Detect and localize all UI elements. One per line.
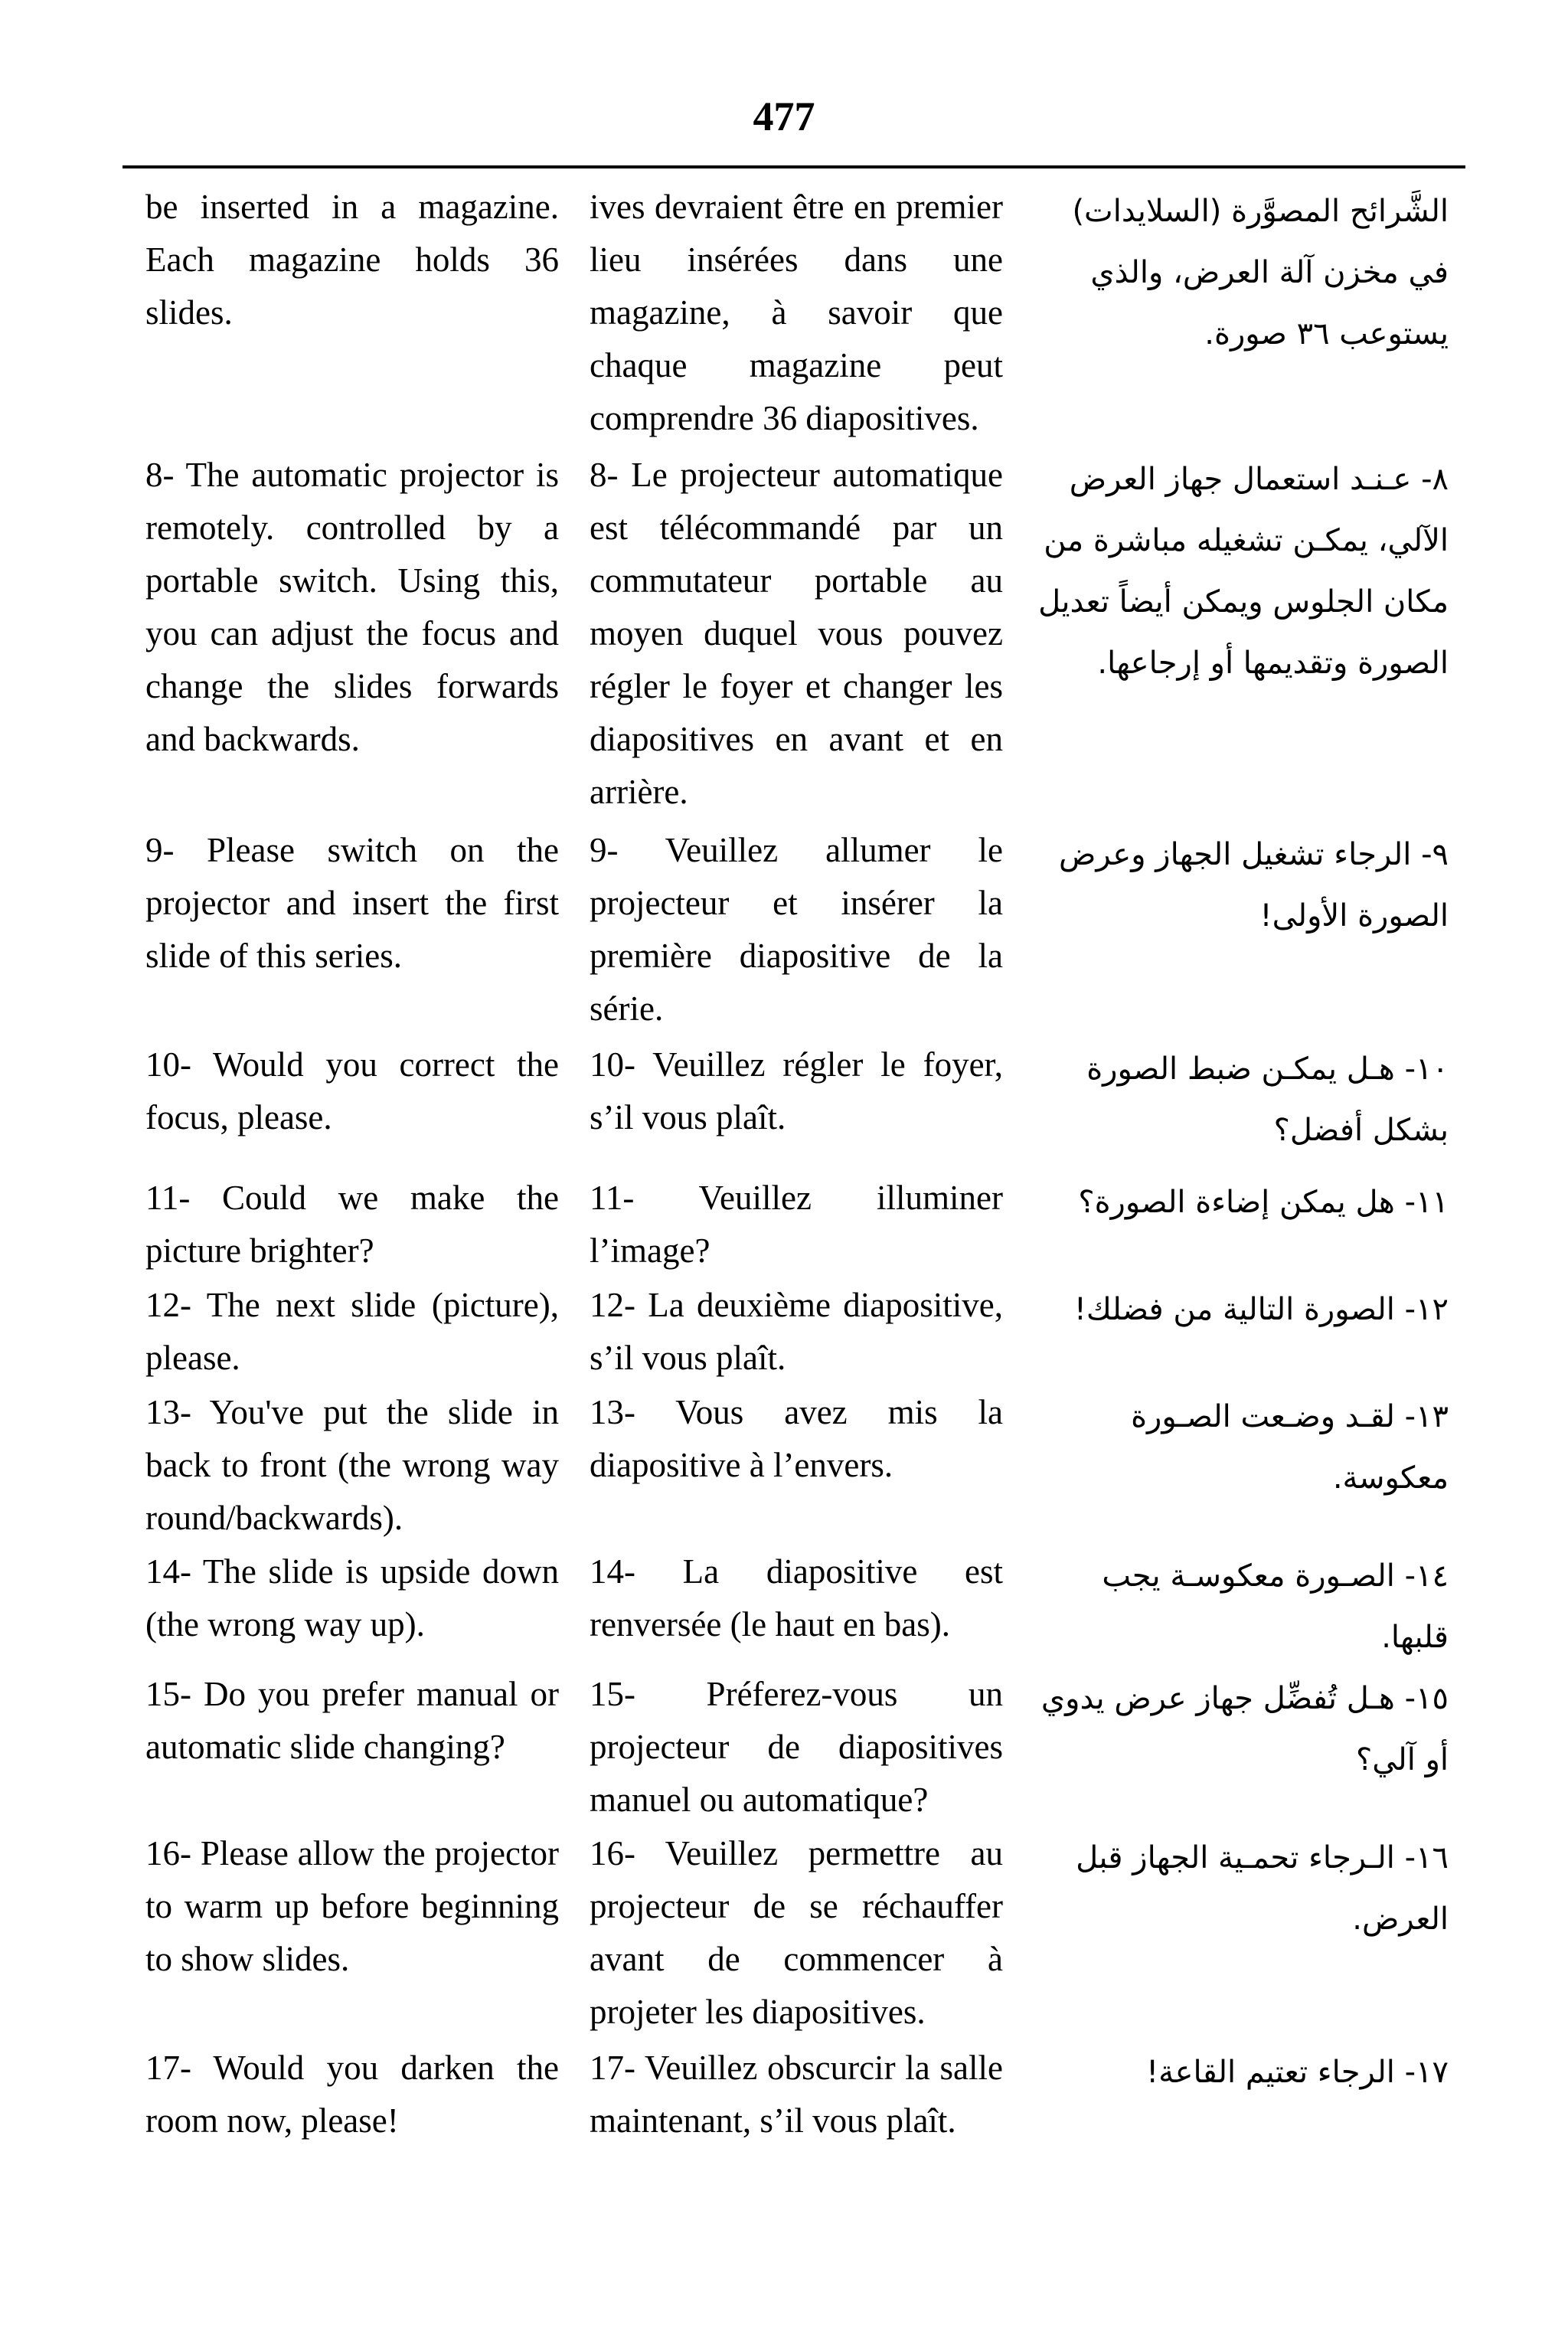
french-text: 11- Veuillez illuminer l’image? xyxy=(590,1179,1003,1270)
english-text: 12- The next slide (picture), please. xyxy=(145,1286,559,1377)
arabic-text: ١٥- هـل تُفضِّل جهاز عرض يدوي أو آلي؟ xyxy=(1040,1681,1449,1777)
page-number: 477 xyxy=(753,93,815,139)
arabic-text: ١٦- الـرجاء تحمـية الجهاز قبل العرض. xyxy=(1076,1840,1449,1937)
arabic-text: ١٢- الصورة التالية من فضلك! xyxy=(1073,1292,1449,1327)
french-text: ives devraient être en premier lieu insérées dans une magazine, à savoir que chaque magazine peut comprendre 36 diapositives. xyxy=(590,188,1003,437)
english-text: 15- Do you prefer manual or automatic slide changing? xyxy=(145,1675,559,1766)
french-text: 16- Veuillez permettre au projecteur de se réchauffer avant de commencer à projeter les diapositives. xyxy=(590,1834,1003,2031)
english-text: 8- The automatic projector is remotely. controlled by a portable switch. Using this, you can adjust the focus and change the slides forwards and backwards. xyxy=(145,456,559,758)
french-text: 8- Le projecteur automatique est télécommandé par un commutateur portable au moyen duquel vous pouvez régler le foyer et changer les diapositives en avant et en arrière. xyxy=(590,456,1003,811)
french-text: 13- Vous avez mis la diapositive à l’envers. xyxy=(590,1393,1003,1484)
french-text: 14- La diapositive est renversée (le haut en bas). xyxy=(590,1552,1003,1643)
arabic-text: ٨- عـنـد استعمال جهاز العرض الآلي، يمكـن تشغيله مباشرة من مكان الجلوس ويمكن أيضاً تعديل الصورة وتقديمها أو إرجاعها. xyxy=(1038,462,1449,681)
french-text: 10- Veuillez régler le foyer, s’il vous plaît. xyxy=(590,1045,1003,1136)
arabic-text: ١٧- الرجاء تعتيم القاعة! xyxy=(1146,2055,1449,2090)
english-text: 17- Would you darken the room now, please! xyxy=(145,2049,559,2140)
english-text: 11- Could we make the picture brighter? xyxy=(145,1179,559,1270)
english-text: 16- Please allow the projector to warm up before beginning to show slides. xyxy=(145,1834,559,1978)
arabic-text: ٩- الرجاء تشغيل الجهاز وعرض الصورة الأولى! xyxy=(1058,837,1449,934)
arabic-text: ١٣- لقـد وضـعت الصـورة معكوسة. xyxy=(1131,1399,1449,1496)
arabic-text: الشَّرائح المصوَّرة (السلايدات) في مخزن آلة العرض، والذي يستوعب ٣٦ صورة. xyxy=(1072,194,1449,352)
english-text: be inserted in a magazine. Each magazine holds 36 slides. xyxy=(145,188,559,332)
english-text: 14- The slide is upside down (the wrong way up). xyxy=(145,1552,559,1643)
arabic-text: ١٤- الصـورة معكوسـة يجب قلبها. xyxy=(1102,1558,1449,1655)
english-text: 9- Please switch on the projector and insert the first slide of this series. xyxy=(145,831,559,975)
french-text: 17- Veuillez obscurcir la salle maintenant, s’il vous plaît. xyxy=(590,2049,1003,2140)
french-text: 15- Préferez-vous un projecteur de diapositives manuel ou automatique? xyxy=(590,1675,1003,1819)
arabic-text: ١٠- هـل يمكـن ضبط الصورة بشكل أفضل؟ xyxy=(1086,1051,1449,1148)
french-text: 9- Veuillez allumer le projecteur et insérer la première diapositive de la série. xyxy=(590,831,1003,1028)
arabic-text: ١١- هل يمكن إضاءة الصورة؟ xyxy=(1078,1185,1449,1220)
english-text: 13- You've put the slide in back to front (the wrong way round/backwards). xyxy=(145,1393,559,1537)
english-text: 10- Would you correct the focus, please. xyxy=(145,1045,559,1136)
french-text: 12- La deuxième diapositive, s’il vous plaît. xyxy=(590,1286,1003,1377)
header-rule xyxy=(122,165,1465,168)
